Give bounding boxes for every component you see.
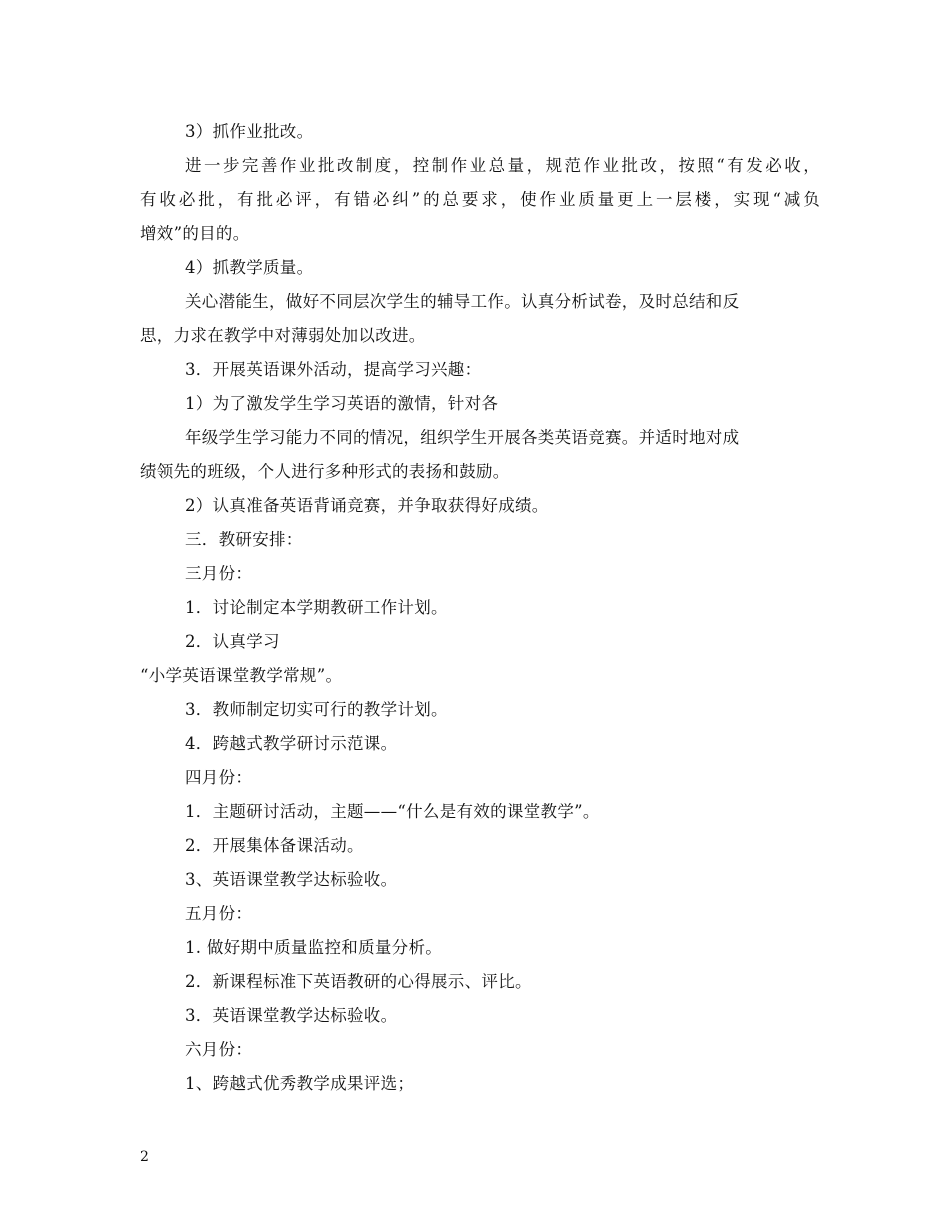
- text-line: 4）抓教学质量。: [185, 258, 314, 277]
- text-line: 3、英语课堂教学达标验收。: [185, 870, 398, 889]
- text-line: 1、跨越式优秀教学成果评选；: [185, 1074, 415, 1093]
- month-heading: 三月份：: [185, 564, 253, 583]
- text-line: 3．教师制定切实可行的教学计划。: [185, 700, 448, 719]
- text-line: 思，力求在教学中对薄弱处加以改进。: [140, 326, 426, 345]
- text-line: 关心潜能生，做好不同层次学生的辅导工作。认真分析试卷，及时总结和反: [185, 292, 740, 311]
- month-heading: 四月份：: [185, 768, 253, 787]
- text-line: 2．新课程标准下英语教研的心得展示、评比。: [185, 972, 532, 991]
- text-line: 4．跨越式教学研讨示范课。: [185, 734, 398, 753]
- text-line: 1. 做好期中质量监控和质量分析。: [185, 938, 443, 957]
- page-number: 2: [140, 1149, 149, 1165]
- text-line: 2．开展集体备课活动。: [185, 836, 364, 855]
- month-heading: 五月份：: [185, 904, 253, 923]
- text-line: 2）认真准备英语背诵竞赛，并争取获得好成绩。: [185, 496, 549, 515]
- text-line: 绩领先的班级，个人进行多种形式的表扬和鼓励。: [140, 462, 510, 481]
- text-line: 进一步完善作业批改制度，控制作业总量，规范作业批改，按照“有发必收，: [185, 156, 820, 175]
- text-line: 1．主题研讨活动，主题——“什么是有效的课堂教学”。: [185, 802, 600, 821]
- text-line: 3．英语课堂教学达标验收。: [185, 1006, 398, 1025]
- text-line: 增效”的目的。: [140, 224, 250, 243]
- document-body: [140, 115, 820, 1101]
- text-line: 有收必批，有批必评，有错必纠”的总要求，使作业质量更上一层楼，实现“减负: [140, 190, 820, 209]
- text-line: 1）为了激发学生学习英语的激情，针对各: [185, 394, 499, 413]
- text-line: 2．认真学习: [185, 632, 280, 651]
- section-heading: 三．教研安排：: [185, 530, 303, 549]
- text-line: 1．讨论制定本学期教研工作计划。: [185, 598, 448, 617]
- text-line: “小学英语课堂教学常规”。: [140, 666, 343, 685]
- text-line: 年级学生学习能力不同的情况，组织学生开展各类英语竞赛。并适时地对成: [185, 428, 740, 447]
- month-heading: 六月份：: [185, 1040, 253, 1059]
- text-line: 3）抓作业批改。: [185, 122, 314, 141]
- text-line: 3．开展英语课外活动，提高学习兴趣：: [185, 360, 482, 379]
